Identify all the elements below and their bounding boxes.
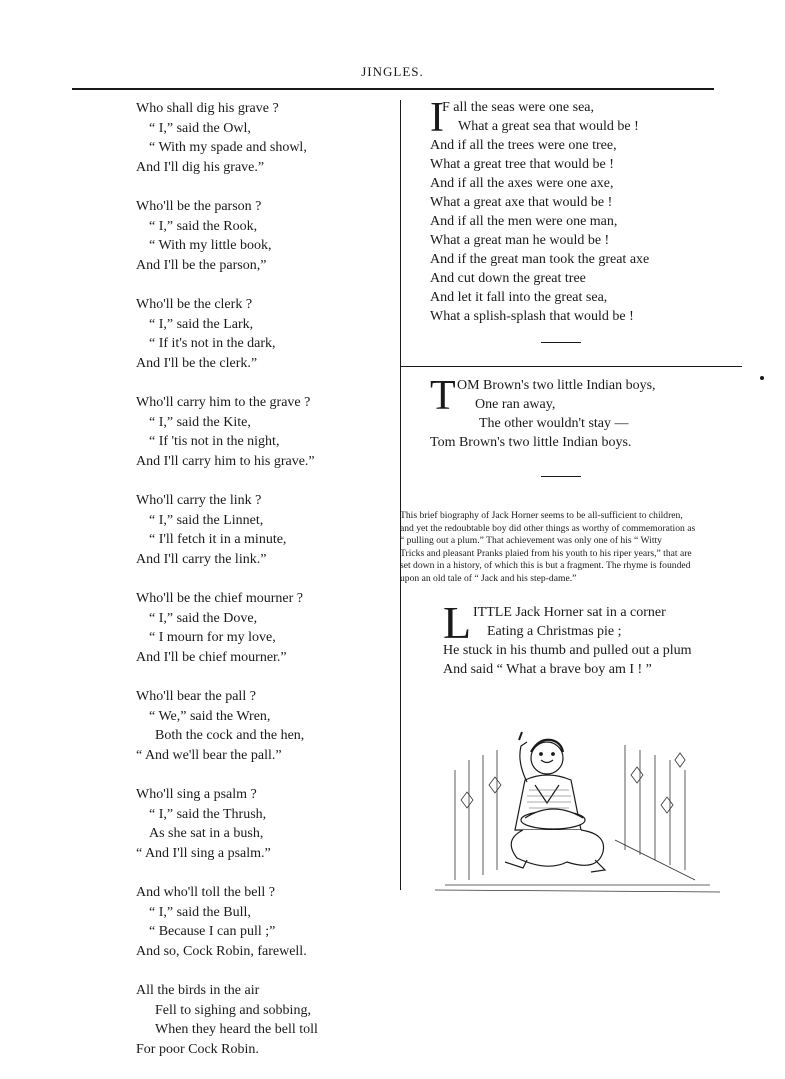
poem-line: Both the cock and the hen, <box>155 728 305 743</box>
poem-line: The other wouldn't stay — <box>479 416 629 431</box>
drop-cap-i: I <box>430 95 444 141</box>
poem-line: Who'll bear the pall ? <box>136 689 256 704</box>
poem-line: “ I mourn for my love, <box>149 630 276 645</box>
column-divider <box>400 100 401 890</box>
cock-robin-poem <box>136 99 318 1079</box>
poem-line: Eating a Christmas pie ; <box>487 624 622 639</box>
poem-line: What a great tree that would be ! <box>430 157 614 172</box>
poem-line: Tom Brown's two little Indian boys. <box>430 435 632 450</box>
poem-line: Who'll be the chief mourner ? <box>136 591 303 606</box>
poem-line: And who'll toll the bell ? <box>136 885 276 900</box>
poem-stanza <box>136 785 318 863</box>
bio-line: This brief biography of Jack Horner seems to be all-sufficient to children, <box>400 510 683 521</box>
tom-brown-poem <box>430 373 656 452</box>
poem-line: And I'll be the parson,” <box>136 257 267 273</box>
poem-line: He stuck in his thumb and pulled out a plum <box>443 643 692 658</box>
poem-line: Who'll carry the link ? <box>136 493 262 508</box>
jack-horner-illustration <box>435 730 720 900</box>
drop-cap-t: T <box>430 373 456 419</box>
poem-stanza <box>136 393 318 471</box>
poem-line: Who'll sing a psalm ? <box>136 787 257 802</box>
bio-line: upon an old tale of “ Jack and his step-dame.” <box>400 572 577 584</box>
poem-stanza <box>136 981 318 1059</box>
poem-line: “ With my little book, <box>149 238 272 253</box>
poem-line: “ I,” said the Linnet, <box>149 512 264 528</box>
poem-line: What a great axe that would be ! <box>430 195 613 210</box>
poem-line: Who shall dig his grave ? <box>136 101 279 116</box>
bio-line: Tricks and pleasant Pranks plaied from his youth to his riper years,” that are <box>400 547 692 559</box>
poem-line: OM Brown's two little Indian boys, <box>457 378 656 393</box>
poem-line: “ I,” said the Owl, <box>149 120 251 136</box>
poem-line: “ I,” said the Bull, <box>149 904 251 920</box>
poem-line: “ Because I can pull ;” <box>149 924 276 939</box>
poem-line: What a splish-splash that would be ! <box>430 309 634 324</box>
poem-line: What a great man he would be ! <box>430 233 610 248</box>
poem-line: And if all the axes were one axe, <box>430 176 614 191</box>
poem-line: “ I,” said the Rook, <box>149 218 258 234</box>
poem-line: “ And I'll sing a psalm.” <box>136 845 271 861</box>
poem-line: And I'll be chief mourner.” <box>136 649 287 665</box>
poem-line: “ I,” said the Lark, <box>149 316 254 332</box>
poem-stanza <box>136 883 318 961</box>
poem-line: Who'll carry him to the grave ? <box>136 395 311 410</box>
poem-line: “ And we'll bear the pall.” <box>136 747 282 763</box>
seas-poem <box>430 95 650 326</box>
poem-line: “ We,” said the Wren, <box>149 708 271 724</box>
bio-line: and yet the redoubtable boy did other things as worthy of commemoration as <box>400 522 696 534</box>
poem-stanza <box>136 589 318 667</box>
poem-line: Who'll be the clerk ? <box>136 297 253 312</box>
section-divider <box>400 366 742 367</box>
poem-line: And said “ What a brave boy am I ! ” <box>443 662 652 677</box>
ink-dot <box>760 376 764 380</box>
poem-line: “ I,” said the Kite, <box>149 414 251 430</box>
drop-cap-l: L <box>443 597 472 648</box>
poem-line: Fell to sighing and sobbing, <box>155 1002 311 1018</box>
bio-line: “ pulling out a plum.” That achievement was only one of his “ Witty <box>400 535 662 547</box>
poem-line: And cut down the great tree <box>430 271 586 286</box>
poem-stanza <box>136 197 318 275</box>
poem-line: And I'll dig his grave.” <box>136 159 265 175</box>
poem-line: ITTLE Jack Horner sat in a corner <box>473 605 666 620</box>
section-rule <box>541 476 581 477</box>
poem-line: “ I,” said the Thrush, <box>149 806 267 822</box>
bio-line: set down in a history, of which this is but a fragment. The rhyme is founded <box>400 560 691 572</box>
poem-line: “ I'll fetch it in a minute, <box>149 532 287 547</box>
poem-line: And I'll be the clerk.” <box>136 355 258 371</box>
poem-line: F all the seas were one sea, <box>442 100 594 115</box>
poem-stanza <box>136 99 318 177</box>
header-rule <box>72 88 714 90</box>
page-header-title: JINGLES. <box>361 64 424 79</box>
poem-line: One ran away, <box>475 397 556 412</box>
poem-stanza <box>136 687 318 765</box>
poem-line: And if the great man took the great axe <box>430 252 650 267</box>
poem-line: “ If it's not in the dark, <box>149 336 276 351</box>
poem-stanza <box>136 491 318 569</box>
jack-horner-bio-note <box>400 510 740 586</box>
poem-line: “ I,” said the Dove, <box>149 610 258 626</box>
poem-line: And if all the trees were one tree, <box>430 138 617 153</box>
poem-line: And I'll carry him to his grave.” <box>136 453 315 469</box>
poem-line: And so, Cock Robin, farewell. <box>136 943 307 959</box>
poem-line: For poor Cock Robin. <box>136 1041 259 1057</box>
poem-line: What a great sea that would be ! <box>458 119 639 134</box>
section-rule <box>541 342 581 343</box>
poem-line: When they heard the bell toll <box>155 1022 318 1037</box>
poem-line: And let it fall into the great sea, <box>430 290 608 305</box>
poem-line: All the birds in the air <box>136 983 260 998</box>
jack-horner-poem <box>443 597 692 679</box>
poem-line: And I'll carry the link.” <box>136 551 267 567</box>
poem-line: “ With my spade and showl, <box>149 140 307 155</box>
poem-line: And if all the men were one man, <box>430 214 618 229</box>
poem-stanza <box>136 295 318 373</box>
poem-line: Who'll be the parson ? <box>136 199 262 214</box>
poem-line: “ If 'tis not in the night, <box>149 434 280 449</box>
poem-line: As she sat in a bush, <box>149 826 264 841</box>
